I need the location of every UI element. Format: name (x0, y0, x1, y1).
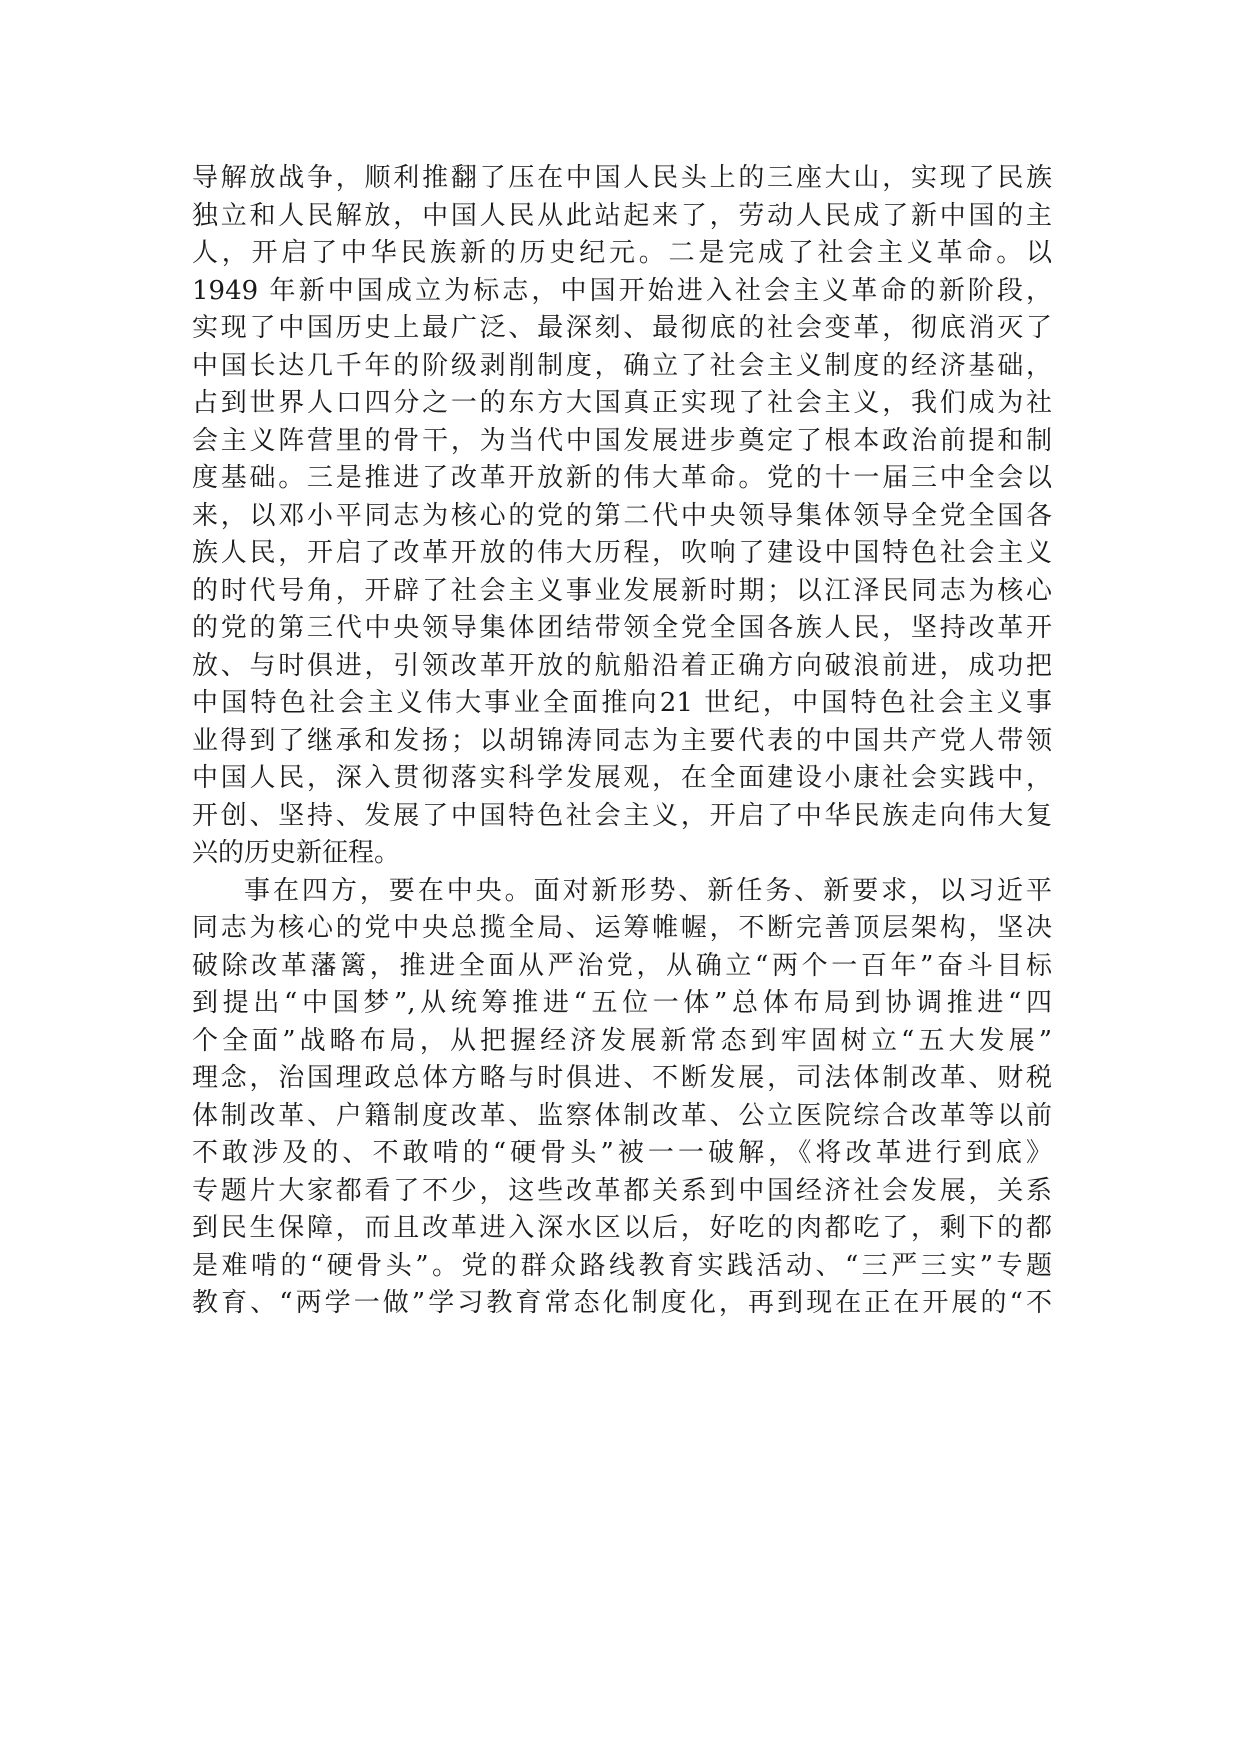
text-line: 开创、坚持、发展了中国特色社会主义，开启了中华民族走向伟大复 (192, 800, 1052, 831)
text-line: 理念，治国理政总体方略与时俱进、不断发展，司法体制改革、财税 (192, 1063, 1052, 1093)
text-line: 不敢涉及的、不敢啃的“硬骨头”被一一破解，《将改革进行到底》 (192, 1138, 1052, 1168)
body-text (192, 160, 1052, 1323)
text-line: 人，开启了中华民族新的历史纪元。二是完成了社会主义革命。以 (192, 238, 1052, 268)
text-line: 业得到了继承和发扬；以胡锦涛同志为主要代表的中国共产党人带领 (192, 725, 1052, 756)
text-line: 占到世界人口四分之一的东方大国真正实现了社会主义，我们成为社 (192, 388, 1052, 418)
text-line: 实现了中国历史上最广泛、最深刻、最彻底的社会变革，彻底消灭了 (192, 313, 1052, 343)
text-line: 度基础。三是推进了改革开放新的伟大革命。党的十一届三中全会以 (192, 463, 1052, 493)
text-line: 族人民，开启了改革开放的伟大历程，吹响了建设中国特色社会主义 (192, 538, 1052, 568)
text-line: 的时代号角，开辟了社会主义事业发展新时期；以江泽民同志为核心 (192, 575, 1052, 606)
text-line: 1949 年新中国成立为标志，中国开始进入社会主义革命的新阶段， (192, 275, 1052, 306)
text-line: 到民生保障，而且改革进入深水区以后，好吃的肉都吃了，剩下的都 (192, 1213, 1052, 1243)
text-line: 是难啃的“硬骨头”。党的群众路线教育实践活动、“三严三实”专题 (192, 1250, 1052, 1281)
text-line: 会主义阵营里的骨干，为当代中国发展进步奠定了根本政治前提和制 (192, 425, 1052, 456)
paragraph-1 (192, 160, 1052, 873)
text-line: 中国长达几千年的阶级剥削制度，确立了社会主义制度的经济基础， (192, 350, 1052, 381)
text-line: 放、与时俱进，引领改革开放的航船沿着正确方向破浪前进，成功把 (192, 650, 1052, 681)
text-line: 破除改革藩篱，推进全面从严治党，从确立“两个一百年”奋斗目标 (192, 950, 1052, 981)
text-line: 专题片大家都看了不少，这些改革都关系到中国经济社会发展，关系 (192, 1175, 1052, 1206)
text-line: 中国人民，深入贯彻落实科学发展观，在全面建设小康社会实践中， (192, 763, 1052, 793)
text-line: 的党的第三代中央领导集体团结带领全党全国各族人民，坚持改革开 (192, 613, 1052, 643)
text-line: 独立和人民解放，中国人民从此站起来了，劳动人民成了新中国的主 (192, 200, 1052, 231)
text-line: 教育、“两学一做”学习教育常态化制度化，再到现在正在开展的“不 (192, 1288, 1052, 1318)
text-line: 体制改革、户籍制度改革、监察体制改革、公立医院综合改革等以前 (192, 1100, 1052, 1131)
text-line: 个全面”战略布局，从把握经济发展新常态到牢固树立“五大发展” (192, 1025, 1052, 1056)
text-line: 同志为核心的党中央总揽全局、运筹帷幄，不断完善顶层架构，坚决 (192, 913, 1052, 943)
text-line: 导解放战争，顺利推翻了压在中国人民头上的三座大山，实现了民族 (192, 163, 1052, 193)
text-line: 兴的历史新征程。 (192, 838, 401, 868)
text-line: 来，以邓小平同志为核心的党的第二代中央领导集体领导全党全国各 (192, 500, 1052, 531)
text-line: 事在四方，要在中央。面对新形势、新任务、新要求，以习近平 (244, 875, 1052, 906)
text-line: 中国特色社会主义伟大事业全面推向21 世纪，中国特色社会主义事 (192, 688, 1052, 718)
text-line: 到提出“中国梦”,从统筹推进“五位一体”总体布局到协调推进“四 (192, 988, 1052, 1018)
paragraph-2 (192, 873, 1052, 1323)
